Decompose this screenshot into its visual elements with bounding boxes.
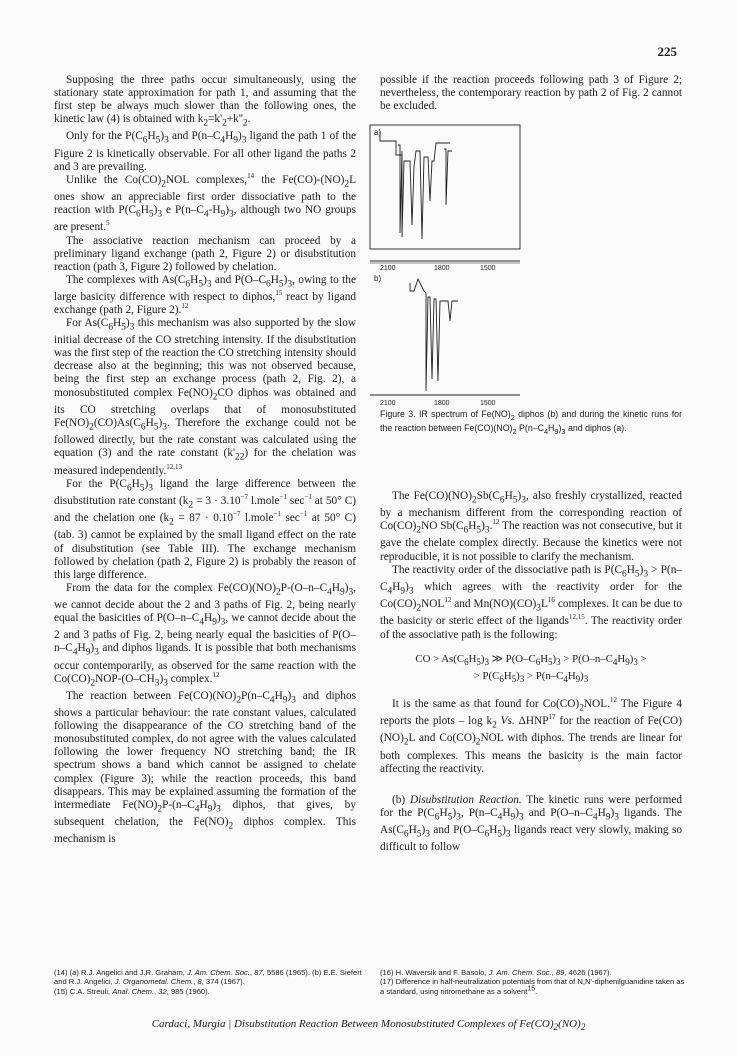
panel-a-spectrum-1	[380, 131, 450, 239]
tick-1500-bottom: 1500	[480, 400, 496, 408]
right-column-paragraph: It is the same as that found for $Co(CO)_2NOL.^{12}$ The Figure 4 reports the plots – $\log k_2$ Vs. ΔHNP$^{17}$ for the reaction of $Fe(CO)(NO)_2L$ and $Co(CO)_2NOL$ with diphos. The trends are linear for both complexes. This means the basicity is the main factor affecting the reactivity.	[380, 696, 683, 775]
right-column-paragraphs	[380, 490, 682, 642]
tick-1500-top: 1500	[480, 265, 496, 273]
formula-line-2: > $P(C_6H_5)_3 > P(n-C_4H_9)_3$	[473, 669, 589, 684]
ir-spectrum-svg	[366, 121, 696, 409]
footnotes-left	[54, 968, 362, 996]
left-column-paragraph: Supposing the three paths occur simultaneously, using the stationary state approximation for path 1, and assuming that the first step be always much slower than the following ones, the kinetic law (4) is obtained with $k_2=k'_2+k''_2$.	[54, 74, 356, 129]
right-column-paragraph: The $Fe(CO)(NO)_2Sb(C_6H_5)_3$, also freshly crystallized, reacted by a mechanism different from the corresponding reaction of $Co(CO)_2NO$ $Sb(C_6H_5)_3.^{12}$ The reaction was not consecutive, but it gave the chelate complex directly. Because the kinetics were not reproducible, it is not possible to clarify the mechanism.	[380, 489, 682, 563]
left-column-paragraph: For the $P(C_6H_5)_3$ ligand the large difference between the disubstitution rate constant ($k_2 = 3 \cdot 3.10^{-7}$ l.mole$^{-1}$ $\sec^{-1}$ at 50° C) and the chelation one ($k_2 = 87 \cdot 0.10^{-7}$ l.mole$^{-1}$ $\sec^{-1}$ at 50° C) (tab. 3) cannot be explained by the small ligand effect on the rate of disubstitution (see Table III). The exchange mechanism followed by chelation (path 2, Figure 2) is probably the reason of this large difference.	[54, 477, 356, 581]
reactivity-order-formula	[380, 652, 682, 686]
page-number: 225	[657, 44, 677, 59]
left-column-paragraph: From the data for the complex $Fe(CO)(NO)_2P-(O-n-C_4H_9)_3$, we cannot decide about the 2 and 3 paths of Fig. 2, being nearly equal the basicities of $P(O-n-C_4H_9)_3$, we cannot decide about the 2 and 3 paths of Fig. 2, being nearly equal the basicities of $P(O-n-C_4H_9)_3$ and diphos ligands. It is possible that both mechanisms occur contemporarily, as observed for the same reaction with the $Co(CO)_2NOP-(O-CH_3)_3$ complex.$^{12}$	[54, 581, 356, 688]
tick-2100-bottom: 2100	[380, 400, 396, 408]
left-column-paragraph: Only for the $P(C_6H_5)_3$ and $P(n-C_4H_9)_3$ ligand the path 1 of the Figure 2 is kinetically observable. For all other ligand the paths 2 and 3 are prevailing.	[54, 130, 356, 173]
footnote: (16) H. Waversik and F. Basolo, J. Am. Chem. Soc., 89, 4626 (1967).	[380, 968, 612, 977]
running-footer: Cardaci, Murgia | Disubstitution Reaction Between Monosubstituted Complexes of $Fe(CO)_2(NO)_2$	[151, 1018, 586, 1033]
tick-2100-top: 2100	[380, 265, 396, 273]
left-column-paragraph: For $As(C_6H_5)_3$ this mechanism was also supported by the slow initial decrease of the CO stretching intensity. If the disubstitution was the first step of the reaction the CO stretching intensity should decrease also at the beginning; this was not observed because, being the first step an exchange process (path 2, Fig. 2), a monosubstituted complex $Fe(NO)_2CO$ diphos was obtained and its CO stretching overlaps that of monosubstituted $Fe(NO)_2(CO)As(C_6H_5)_3$. Therefore the exchange could not be followed directly, but the rate constant was calculated using the equation (3) and the rate constant $(k'_{22})$ for the chelation was measured independently.$^{12,13}$	[54, 317, 356, 477]
panel-a-spectrum-2	[398, 145, 402, 233]
panel-b-label: b)	[374, 274, 382, 284]
left-column-paragraph: The reaction between $Fe(CO)(NO)_2P(n-C_4H_9)_3$ and diphos shows a particular behaviour: the rate constant values, calculated following the disappearance of the CO stretching band of the monosubstituted complex, do not agree with the values calculated following the lower frequency NO stretching band; the IR spectrum shows a band which cannot be assigned to chelate complex (Figure 3); while the reaction proceeds, this band disappears. This may be explained assuming the formation of the intermediate $Fe(NO)_2P-(n-C_4H_9)_3$ diphos, that gives, by subsequent chelation, the $Fe(NO)_2$ diphos complex. This mechanism is	[54, 689, 357, 846]
tick-1800-bottom: 1800	[434, 400, 450, 408]
footnotes-right	[380, 968, 688, 996]
left-column-paragraph: The complexes with $As(C_6H_5)_3$ and $P(O-C_6H_5)_3$, owing to the large basicity difference with respect to diphos,$^{15}$ react by ligand exchange (path 2, Figure 2).$^{12}$	[54, 273, 356, 316]
left-column-paragraph: Unlike the $Co(CO)_2NOL$ complexes,$^{14}$ the $Fe(CO)-(NO)_2L$ ones show an appreciable first order dissociative path to the reaction with $P(C_6H_5)_3$ e $P(n-C_4-H_9)_3$, although two NO groups are present.$^5$	[54, 172, 356, 234]
right-column-continuation: possible if the reaction proceeds following path 3 of Figure 2; nevertheless, the contemporary reaction by path 2 of Fig. 2 cannot be excluded.	[380, 74, 682, 113]
section-disubstitution: (b) Disubstitution Reaction. The kinetic runs were performed for the $P(C_6H_5)_3$, $P(n-C_4H_9)_3$ and $P(O-n-C_4H_9)_3$ ligands. The $As(C_6H_5)_3$ and $P(O-C_6H_5)_3$ ligands react very slowly, making so difficult to follow	[380, 793, 683, 854]
left-column-paragraph: The associative reaction mechanism can proceed by a preliminary ligand exchange (path 2, Figure 2) or disubstitution reaction (path 3, Figure 2) followed by chelation.	[54, 234, 356, 273]
right-column-paragraph: The reactivity order of the dissociative path is $P(C_6H_5)_3 > P(n-C_4H_9)_3$ which agrees with the reactivity order for the $Co(CO)_2NOL^{12}$ and $Mn(NO)(CO)_3L^{16}$ complexes. It can be due to the basicity or steric effect of the ligands$^{12,15}$. The reactivity order of the associative path is the following:	[380, 563, 682, 641]
right-column	[374, 74, 683, 855]
footnote: (15) C.A. Streuli, Anal. Chem., 32, 985 (1960).	[54, 986, 210, 996]
panel-a-frame	[370, 125, 520, 249]
figure-caption: Figure 3. IR spectrum of $Fe(NO)_2$ diphos (b) and during the kinetic runs for the reaction between $Fe(CO)(NO)_2$ $P(n-C_4H_9)_3$ and diphos (a).	[380, 409, 682, 437]
right-column-after-formula	[380, 698, 682, 776]
footnote: (14) (a) R.J. Angelici and J.R. Graham, J. Am. Chem. Soc., 87, 5586 (1965). (b) E.E. Siefert and R.J. Angelici, J. Organometal. Chem., 8, 374 (1967).	[54, 968, 362, 987]
footnote: (17) Difference in half-neutralization potentials from that of N,N'-diphenilguanidine taken as a standard, using nitromethane as a solvent$^{15}$.	[380, 977, 685, 996]
ir-spectrum-figure	[366, 121, 696, 409]
panel-a-spectrum-3	[444, 149, 452, 205]
formula-line-1: CO > $As(C_6H_5)_3$ ≫ $P(O-C_6H_5)_3 > P(O-n-C_4H_9)_3$ >	[415, 652, 647, 667]
panel-a-label: a)	[374, 128, 382, 138]
tick-1800-top: 1800	[434, 265, 450, 273]
panel-b-spectrum	[410, 279, 458, 391]
left-column	[54, 74, 356, 846]
